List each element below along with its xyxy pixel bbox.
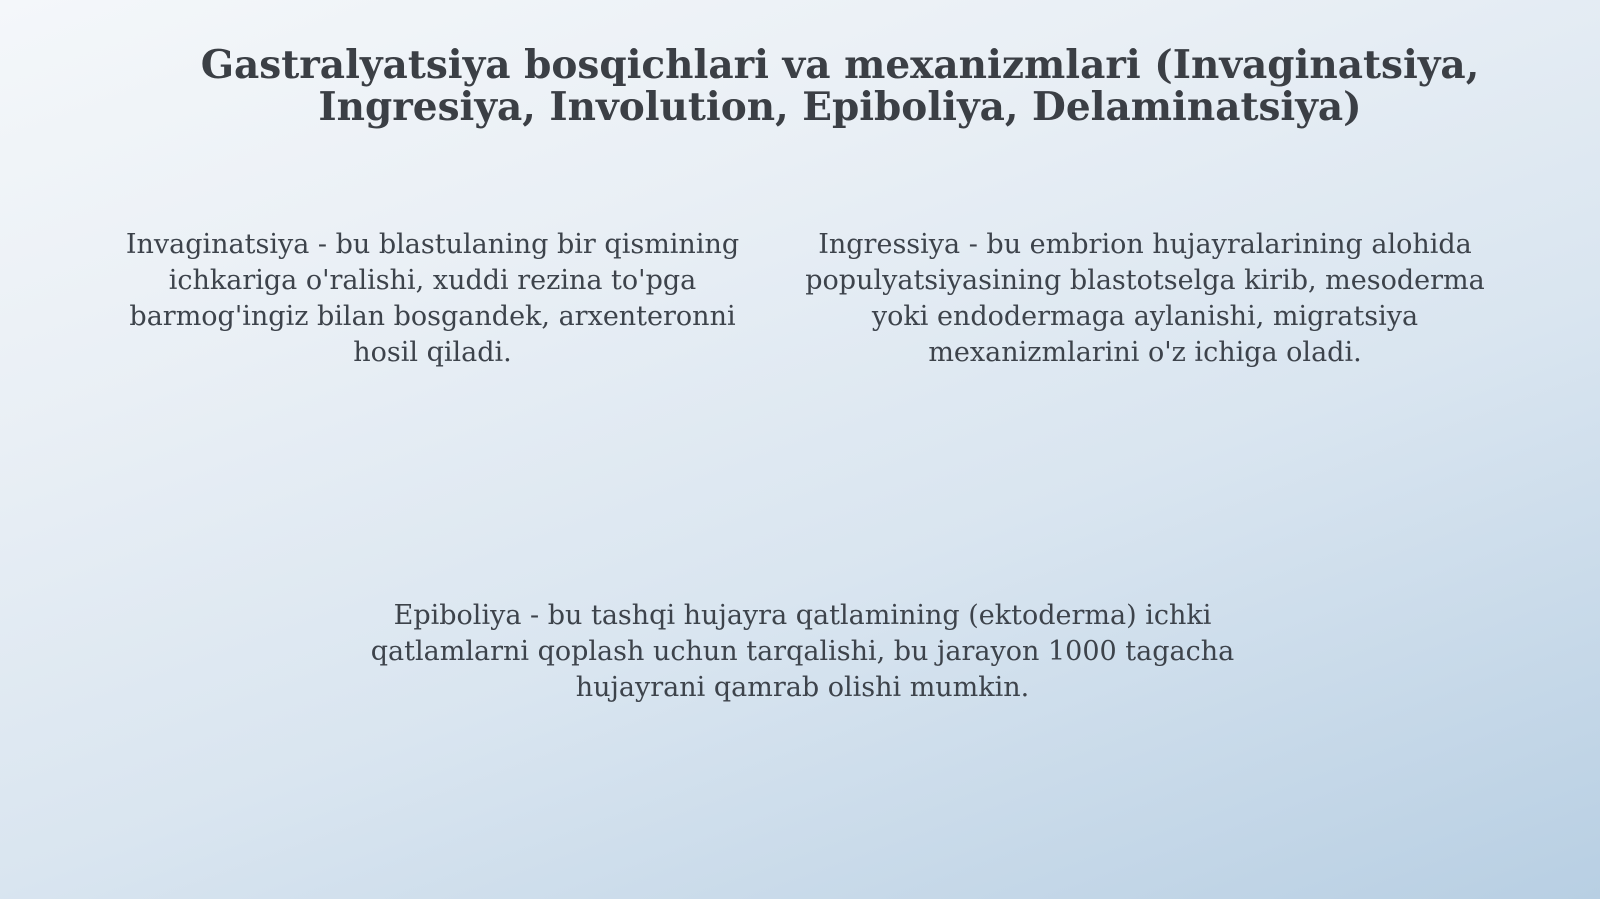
epiboly-text: Epiboliya - bu tashqi hujayra qatlamining (ektoderma) ichki qatlamlarni qoplash uchun tarqalishi, bu jarayon 1000 tagacha hujayrani qamrab olishi mumkin. [370,600,1235,703]
slide-title: Gastralyatsiya bosqichlari va mexanizmlari (Invaginatsiya, Ingresiya, Involution, Epiboliya, Delaminatsiya) [200,42,1480,130]
invagination-text: Invaginatsiya - bu blastulaning bir qismining ichkariga o'ralishi, xuddi rezina to'pga barmog'ingiz bilan bosgandek, arxenteronni hosil qiladi. [125,229,740,368]
ingression-text: Ingressiya - bu embrion hujayralarining alohida populyatsiyasining blastotselga kirib, mesoderma yoki endodermaga aylanishi, migratsiya mexanizmlarini o'z ichiga oladi. [805,229,1485,368]
